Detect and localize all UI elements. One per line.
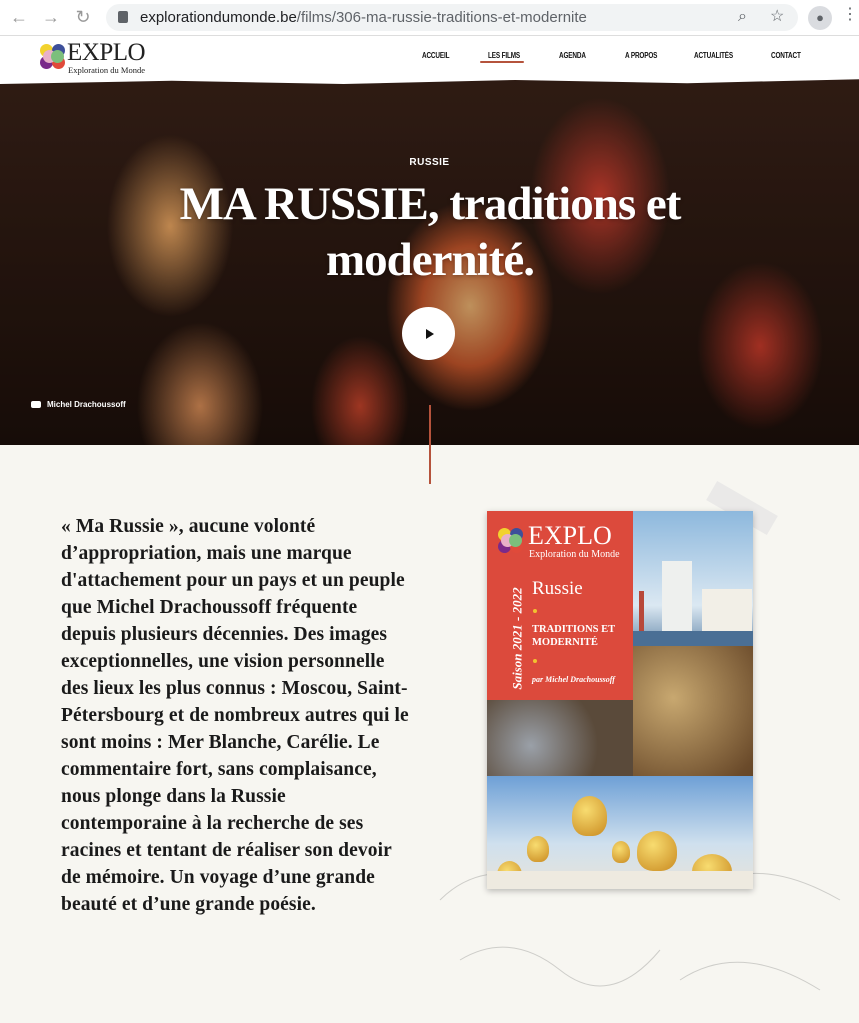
play-button[interactable]: [402, 307, 455, 360]
logo-subtitle: Exploration du Monde: [68, 65, 145, 75]
url-path: /films/306-ma-russie-traditions-et-modernite: [296, 9, 587, 26]
divider-line: [429, 405, 431, 484]
credit-name: Michel Drachoussoff: [47, 400, 126, 409]
poster-season: Saison 2021 - 2022: [509, 587, 525, 690]
poster-logo-subtitle: Exploration du Monde: [529, 549, 620, 560]
nav-accueil[interactable]: ACCUEIL: [422, 51, 450, 60]
profile-icon[interactable]: ●: [808, 6, 832, 30]
browser-toolbar: [0, 0, 859, 36]
site-header: [0, 36, 859, 78]
lock-icon: [118, 11, 128, 23]
star-icon[interactable]: ☆: [770, 8, 785, 25]
poster-author: par Michel Drachoussoff: [532, 675, 615, 684]
poster-logo-title: EXPLO: [528, 521, 612, 550]
address-bar[interactable]: [106, 4, 798, 31]
logo-dots: [40, 44, 66, 70]
nav-a-propos[interactable]: A PROPOS: [625, 51, 658, 60]
logo-title: EXPLO: [67, 39, 146, 66]
nav-contact[interactable]: CONTACT: [771, 51, 801, 60]
poster-domes-image: [487, 776, 753, 889]
nav-agenda[interactable]: AGENDA: [559, 51, 586, 60]
film-poster: [487, 511, 753, 889]
photo-credit: [31, 400, 126, 410]
camera-icon: [31, 401, 41, 408]
film-description: « Ma Russie », aucune volonté d’appropriation, mais une marque d'attachement pour un pays et un peuple que Michel Drachoussoff fréquente depuis plusieurs décennies. Des images exceptionnelles, une vision personnelle des lieux les plus connus : Moscou, Saint-Pétersbourg et de nombreux autres qui le sont moins : Mer Blanche, Carélie. Le commentaire fort, sans complaisance, nous plonge dans la Russie contemporaine à la recherche de ses racines et tentant de réaliser son devoir de mémoire. Un voyage d’une grande beauté et d’une grande poésie.: [61, 516, 409, 915]
poster-title-panel: [487, 511, 633, 700]
site-logo[interactable]: [40, 39, 150, 76]
hero-category[interactable]: RUSSIE: [409, 157, 450, 168]
nav-les-films[interactable]: LES FILMS: [488, 51, 520, 60]
url-domain: explorationdumonde.be: [140, 9, 297, 26]
forward-icon[interactable]: →: [42, 7, 60, 27]
poster-country: Russie: [532, 578, 583, 599]
back-icon[interactable]: ←: [10, 7, 28, 27]
page-title: MA RUSSIE, traditions et modernité.: [179, 178, 681, 286]
active-nav-underline: [480, 61, 524, 63]
menu-icon[interactable]: ⋮: [842, 6, 858, 23]
nav-actualites[interactable]: ACTUALITÉS: [694, 51, 733, 60]
hero-banner: [0, 76, 859, 445]
reload-icon[interactable]: ↻: [75, 7, 91, 27]
zoom-icon[interactable]: ⌕: [738, 8, 747, 25]
poster-subtitle: TRADITIONS ET MODERNITÉ: [532, 624, 615, 648]
